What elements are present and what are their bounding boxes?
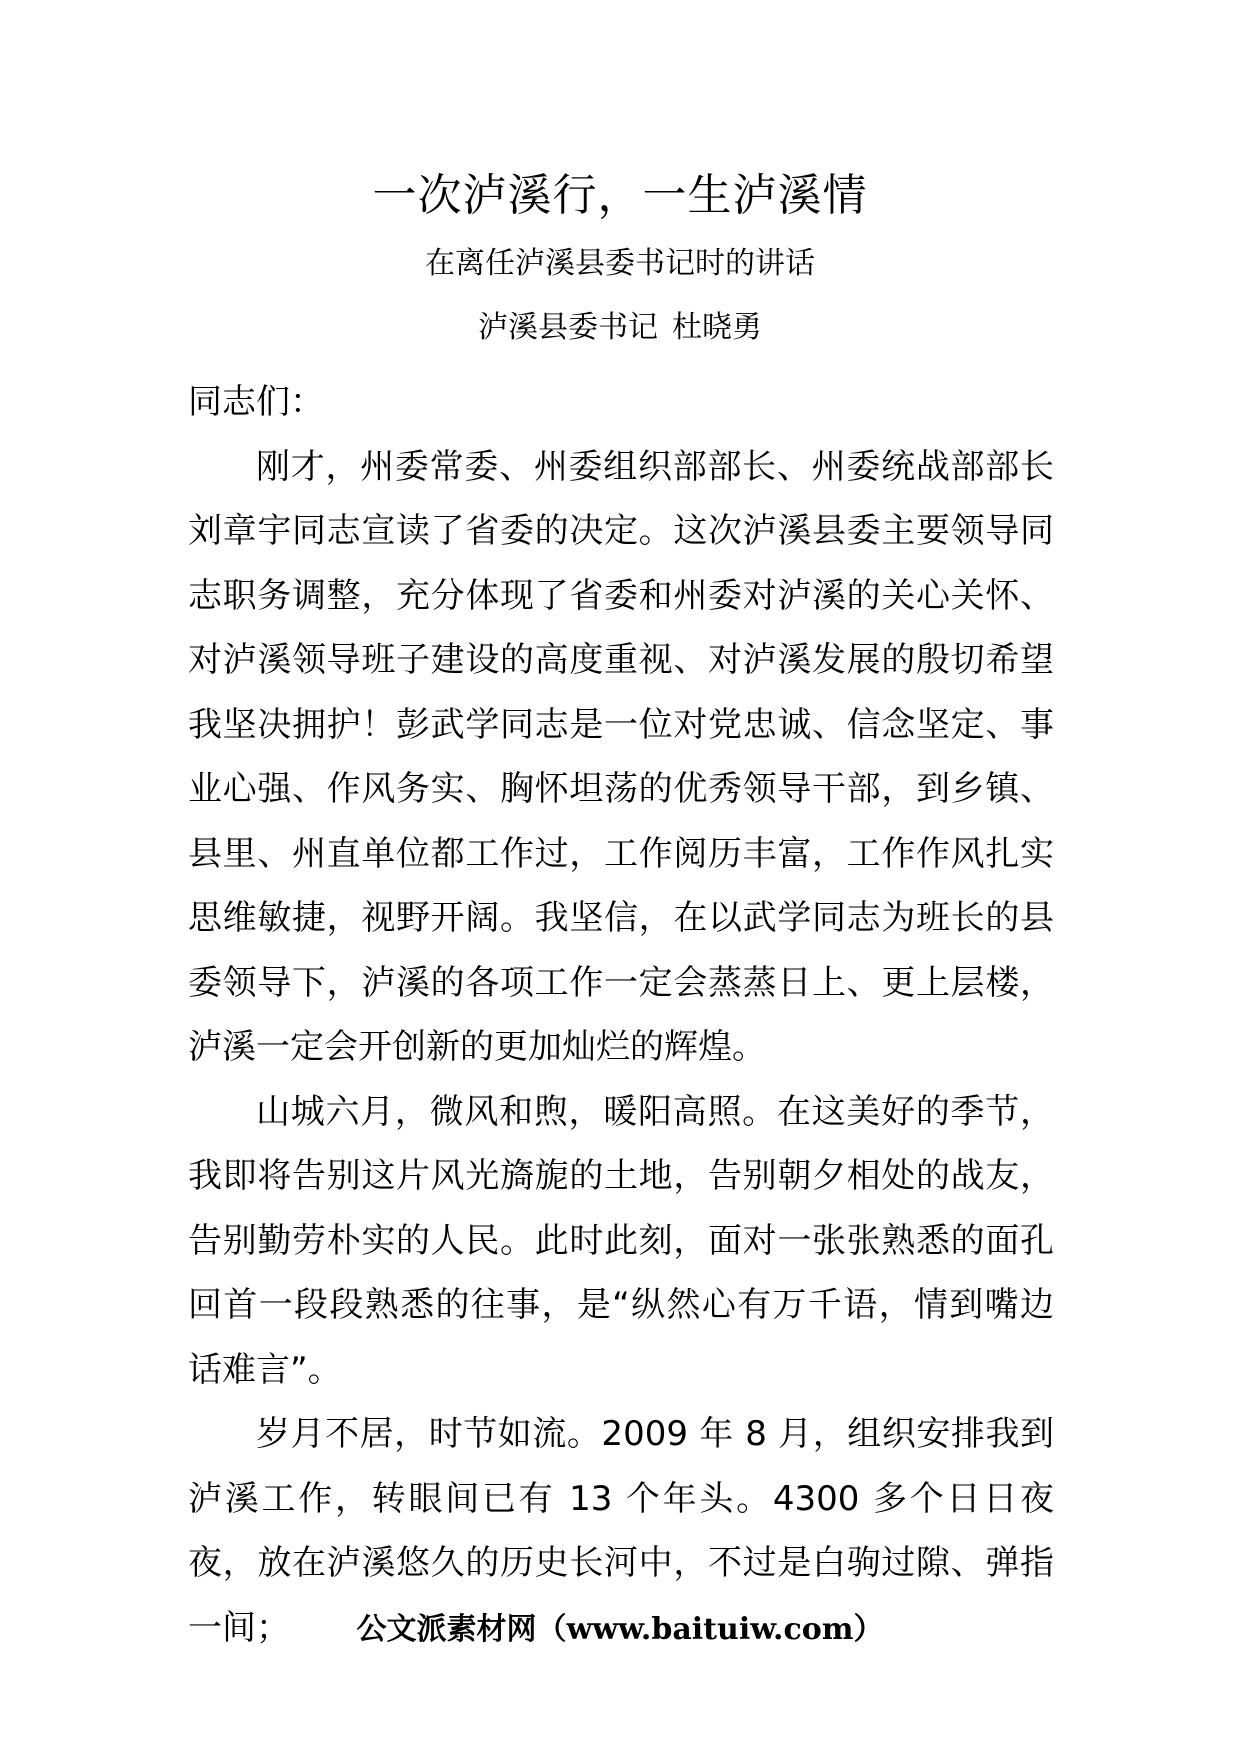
body-paragraph-1: 刚才，州委常委、州委组织部部长、州委统战部部长刘章宇同志宣读了省委的决定。这次泸溪县委主要领导同志职务调整，充分体现了省委和州委对泸溪的关心关怀、对泸溪领导班子建设的高度重视、对泸溪发展的殷切希望我坚决拥护！彭武学同志是一位对党忠诚、信念坚定、事业心强、作风务实、胸怀坦荡的优秀领导干部，到乡镇、县里、州直单位都工作过，工作阅历丰富，工作作风扎实思维敏捷，视野开阔。我坚信，在以武学同志为班长的县委领导下，泸溪的各项工作一定会蒸蒸日上、更上层楼，泸溪一定会开创新的更加灿烂的辉煌。 — [188, 446, 1054, 1067]
salutation: 同志们： — [188, 382, 324, 422]
author-name: 杜晓勇 — [672, 310, 762, 345]
footer-watermark: 公文派素材网（www.baituiw.com） — [356, 1612, 884, 1647]
document-subtitle: 在离任泸溪县委书记时的讲话 — [425, 246, 815, 281]
body-paragraph-2: 山城六月，微风和煦，暖阳高照。在这美好的季节，我即将告别这片风光旖旎的土地，告别朝夕相处的战友，告别勤劳朴实的人民。此时此刻，面对一张张熟悉的面孔回首一段段熟悉的往事，是“纵然心有万千语，情到嘴边话难言”。 — [188, 1091, 1054, 1390]
author-role: 泸溪县委书记 — [478, 310, 658, 345]
document-body — [188, 370, 1054, 1660]
author-line — [0, 306, 1240, 350]
body-paragraph-3: 岁月不居，时节如流。2009 年 8 月，组织安排我到泸溪工作，转眼间已有 13 个年头。4300 多个日日夜夜，放在泸溪悠久的历史长河中，不过是白驹过隙、弹指一间； — [188, 1414, 1054, 1648]
document-title: 一次泸溪行，一生泸溪情 — [372, 170, 868, 221]
